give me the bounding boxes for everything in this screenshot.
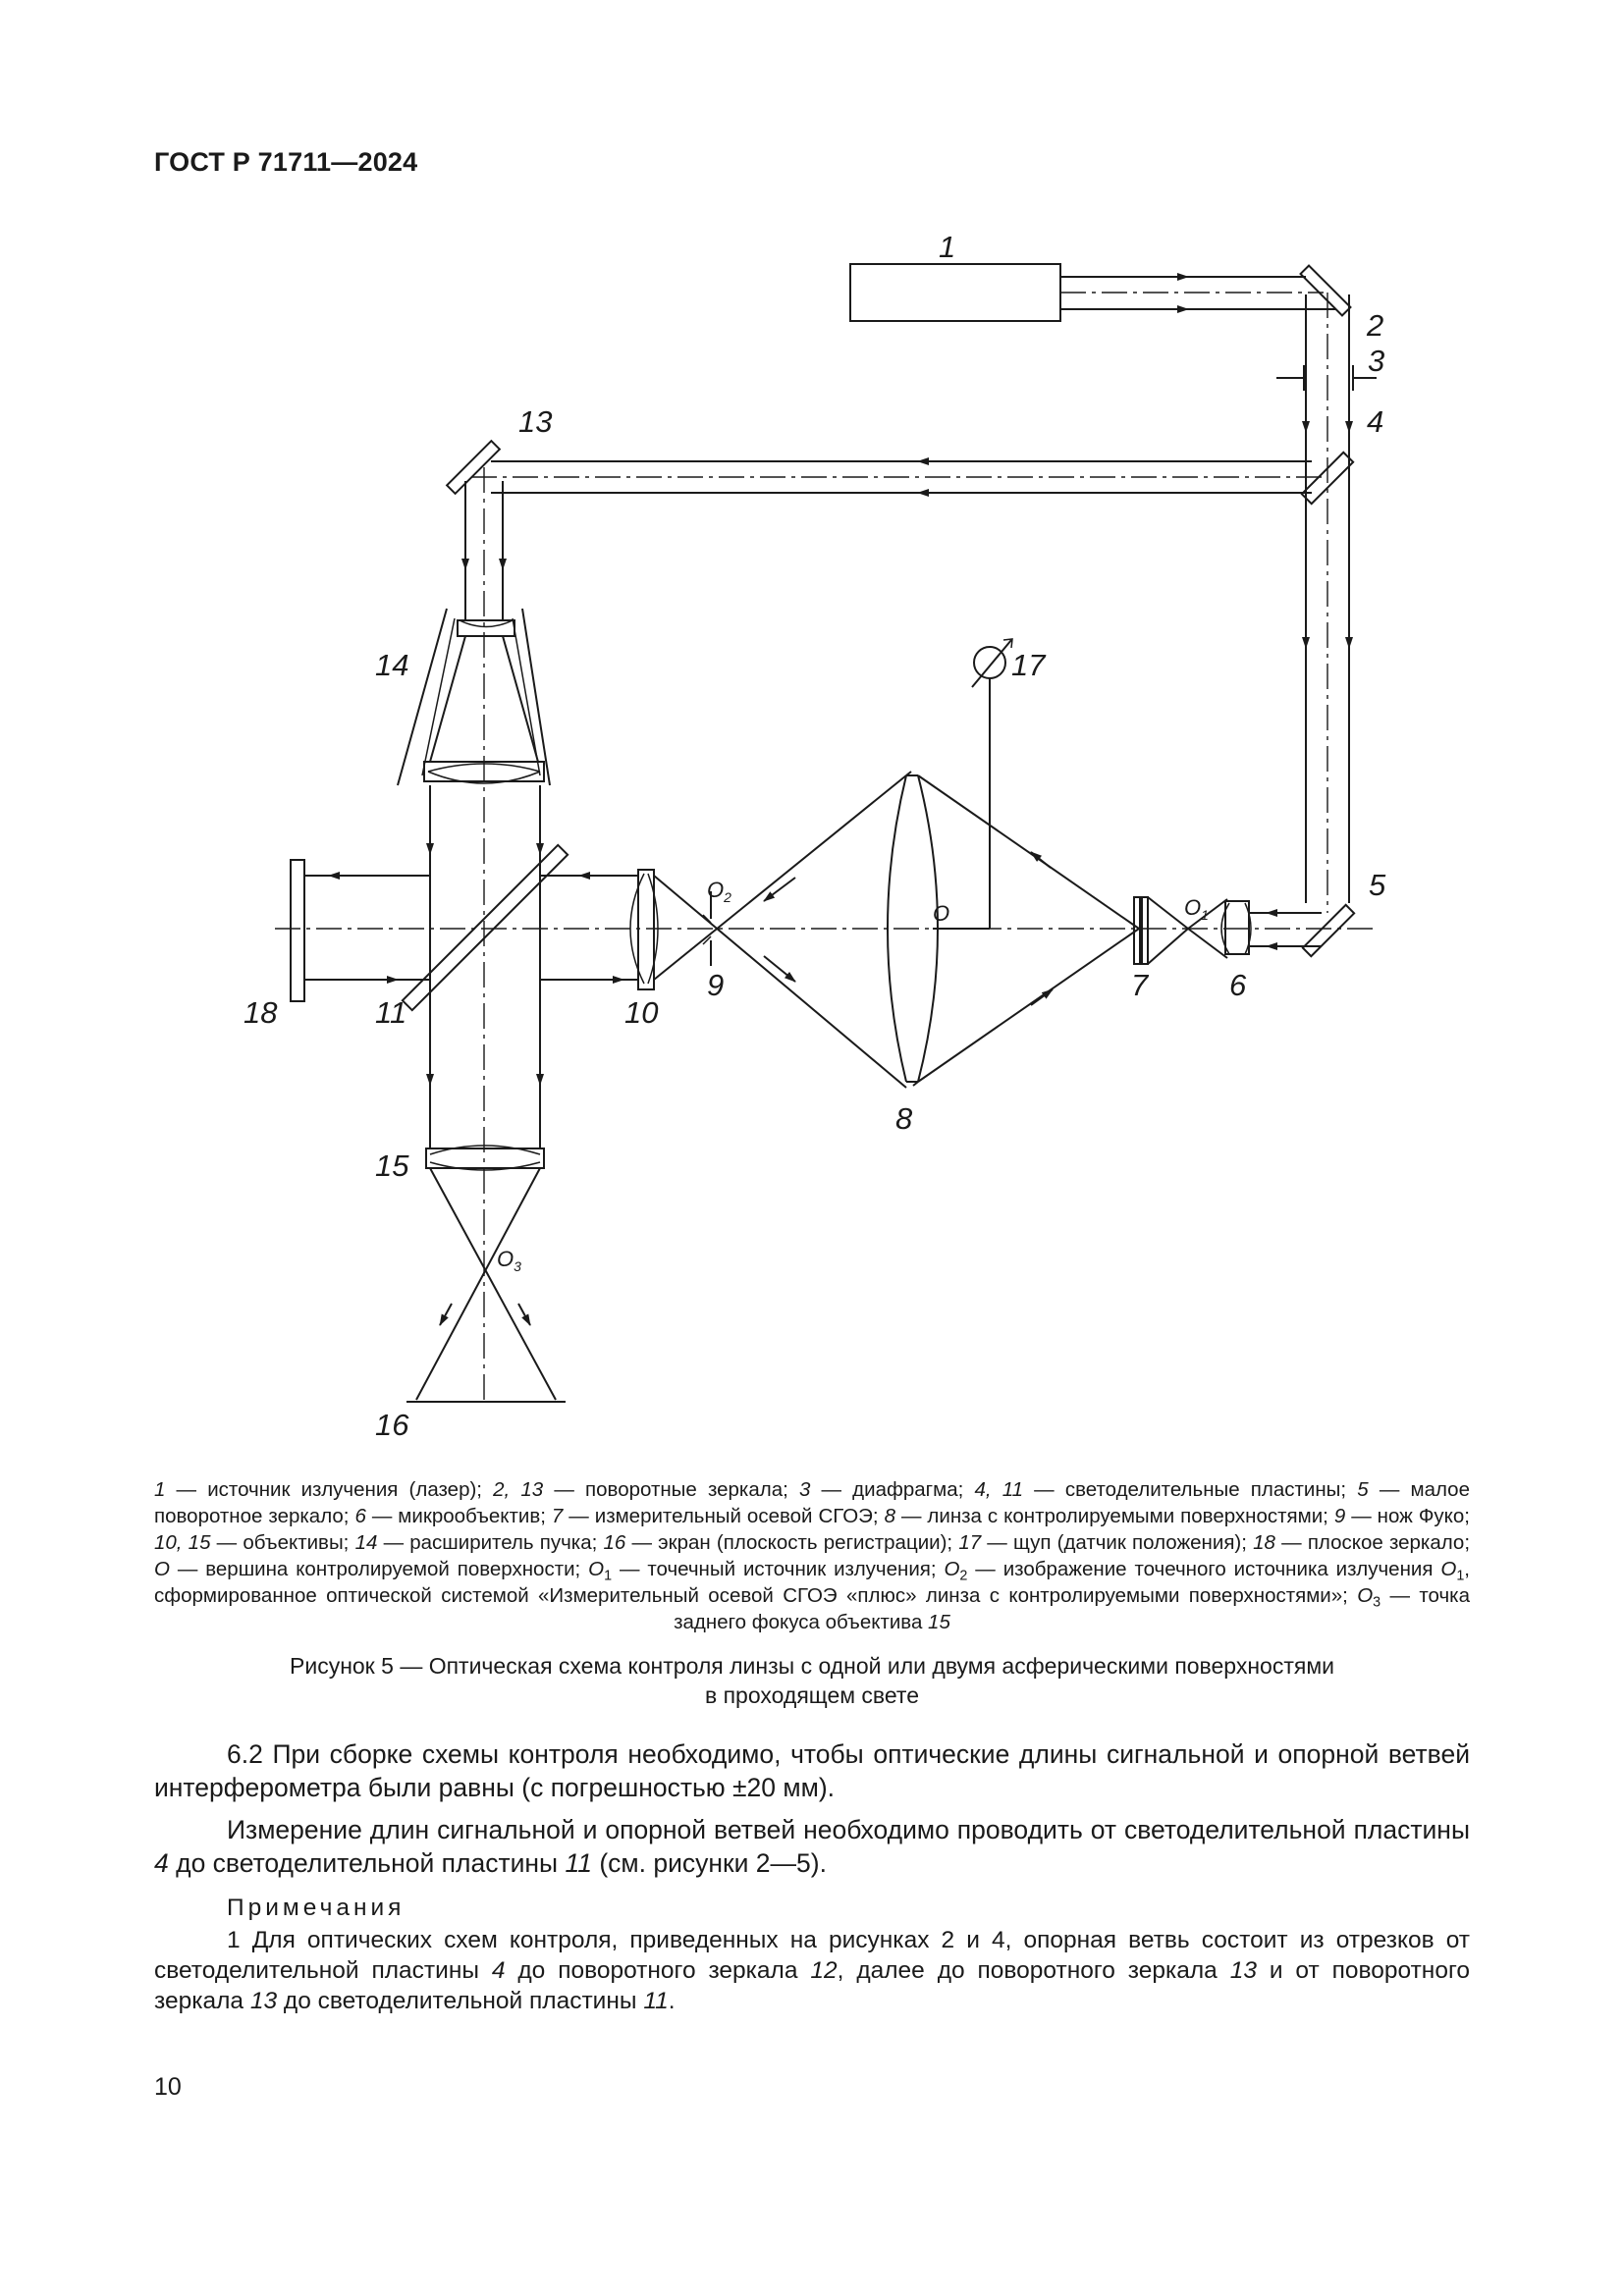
label-3: 3	[1368, 344, 1385, 378]
label-2: 2	[1367, 308, 1384, 343]
label-8: 8	[895, 1101, 913, 1136]
label-9: 9	[707, 968, 725, 1002]
label-1: 1	[939, 230, 956, 264]
figure-legend: 1 — источник излучения (лазер); 2, 13 — поворотные зеркала; 3 — диафрагма; 4, 11 — светоделительные пластины; 5 — малое поворотное зеркало; 6 — микрообъектив; 7 — измерительный осевой СГОЭ; 8 — линза с контролируемыми поверхностями; 9 — нож Фуко; 10, 15 — объективы; 14 — расширитель пучка; 16 — экран (плоскость регистрации); 17 — щуп (датчик положения); 18 — плоское зеркало; O — вершина контролируемой поверхности; $O_1$ — точечный источник излучения; $O_2$ — изображение точечного источника излучения $O_1$, сформированное оптической системой «Измерительный осевой СГОЭ «плюс» линза с контролируемыми поверхностями»; $O_3$ — точка заднего фокуса объектива 15	[154, 1478, 1471, 1633]
label-14: 14	[375, 648, 409, 682]
notes-section	[154, 1893, 1470, 2016]
caption-line-1: Рисунок 5 — Оптическая схема контроля линзы с одной или двумя асферическими поверхностями	[290, 1653, 1334, 1679]
label-6: 6	[1229, 968, 1247, 1002]
caption-line-2: в проходящем свете	[704, 1682, 919, 1708]
laser-source	[850, 264, 1060, 321]
paragraph-measurement: Измерение длин сигнальной и опорной ветвей необходимо проводить от светоделительной пластины 4 до светоделительной пластины 11 (см. рисунки 2—5).	[154, 1815, 1470, 1878]
label-15: 15	[375, 1148, 409, 1183]
label-o1: $O_1$	[1184, 895, 1209, 923]
mirror-2	[1301, 266, 1351, 316]
paragraph-6-2: 6.2 При сборке схемы контроля необходимо, чтобы оптические длины сигнальной и опорной ветвей интерферометра были равны (с погрешностью ±20 мм).	[154, 1739, 1470, 1802]
document-header: ГОСТ Р 71711—2024	[154, 147, 418, 177]
mirror-13	[447, 441, 500, 494]
label-7: 7	[1131, 968, 1149, 1002]
label-10: 10	[624, 995, 659, 1030]
label-16: 16	[375, 1408, 409, 1442]
label-13: 13	[518, 404, 553, 439]
figure-caption	[154, 1651, 1470, 1710]
label-5: 5	[1369, 868, 1386, 902]
label-o: O	[933, 901, 950, 926]
label-11: 11	[375, 995, 407, 1030]
beamsplitter-11	[403, 845, 568, 1010]
note-1: 1 Для оптических схем контроля, приведенных на рисунках 2 и 4, опорная ветвь состоит из отрезков от светоделительной пластины 4 до поворотного зеркала 12, далее до поворотного зеркала 13 и от поворотного зеркала 13 до светоделительной пластины 11.	[154, 1927, 1470, 2014]
microobjective-6	[1225, 901, 1249, 954]
label-o3: $O_3$	[497, 1247, 521, 1274]
notes-heading: Примечания	[227, 1895, 406, 1921]
flat-mirror-18	[291, 860, 304, 1001]
page-number: 10	[154, 2073, 182, 2101]
label-o2: $O_2$	[707, 878, 731, 905]
label-18: 18	[244, 995, 278, 1030]
label-17: 17	[1011, 648, 1046, 682]
label-4: 4	[1367, 404, 1384, 439]
body-text	[154, 1737, 1470, 1889]
